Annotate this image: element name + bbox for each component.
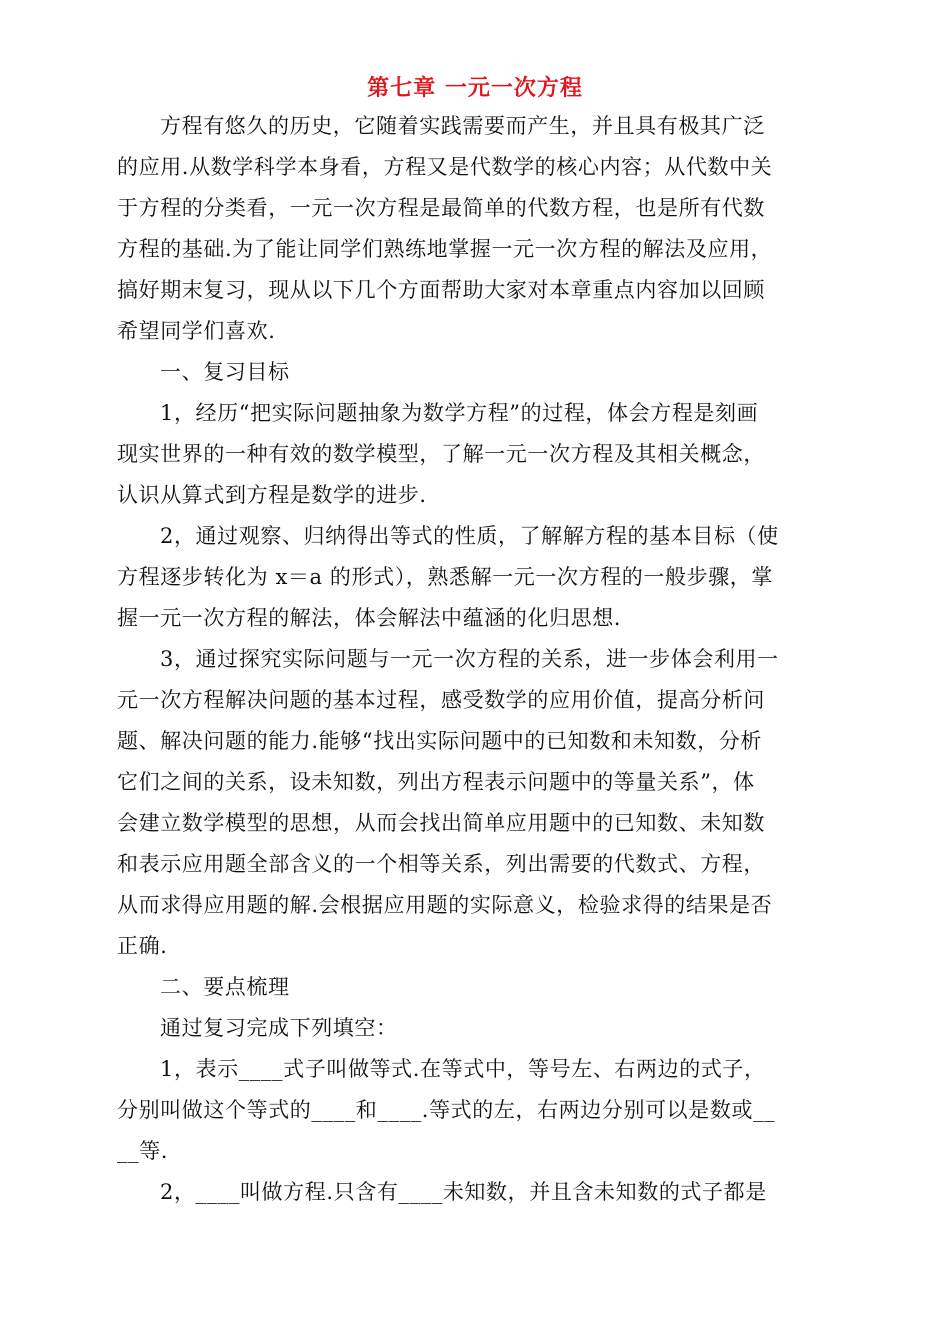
paragraph-line: __等. — [117, 1139, 169, 1163]
paragraph-line: 和表示应用题全部含义的一个相等关系，列出需要的代数式、方程， — [117, 852, 765, 876]
paragraph-line: 的应用.从数学科学本身看，方程又是代数学的核心内容；从代数中关 — [117, 155, 773, 179]
section-heading: 一、复习目标 — [160, 360, 290, 384]
paragraph-line: 方程的基础.为了能让同学们熟练地掌握一元一次方程的解法及应用， — [117, 237, 773, 261]
paragraph-line: 2，通过观察、归纳得出等式的性质，了解解方程的基本目标（使 — [160, 524, 779, 548]
paragraph-line: 元一次方程解决问题的基本过程，感受数学的应用价值，提高分析问 — [117, 688, 765, 712]
paragraph-line: 1，经历“把实际问题抽象为数学方程”的过程，体会方程是刻画 — [160, 401, 759, 425]
paragraph-line: 分别叫做这个等式的____和____.等式的左，右两边分别可以是数或__ — [117, 1098, 776, 1122]
paragraph-line: 从而求得应用题的解.会根据应用题的实际意义，检验求得的结果是否 — [117, 893, 773, 917]
paragraph-line: 它们之间的关系，设未知数，列出方程表示问题中的等量关系”，体 — [117, 770, 755, 794]
section-heading: 二、要点梳理 — [160, 975, 290, 999]
paragraph-line: 方程有悠久的历史，它随着实践需要而产生，并且具有极其广泛 — [160, 114, 765, 138]
chapter-title: 第七章 一元一次方程 — [367, 76, 583, 101]
paragraph-line: 握一元一次方程的解法，体会解法中蕴涵的化归思想. — [117, 606, 622, 630]
paragraph-line: 搞好期末复习，现从以下几个方面帮助大家对本章重点内容加以回顾 — [117, 278, 765, 302]
paragraph-line: 正确. — [117, 934, 168, 958]
paragraph-line: 于方程的分类看，一元一次方程是最简单的代数方程，也是所有代数 — [117, 196, 765, 220]
paragraph-line: 方程逐步转化为 x＝a 的形式），熟悉解一元一次方程的一般步骤，掌 — [117, 565, 774, 589]
paragraph-line: 会建立数学模型的思想，从而会找出简单应用题中的已知数、未知数 — [117, 811, 765, 835]
paragraph-line: 现实世界的一种有效的数学模型，了解一元一次方程及其相关概念， — [117, 442, 765, 466]
paragraph-line: 认识从算式到方程是数学的进步. — [117, 483, 427, 507]
paragraph-line: 希望同学们喜欢. — [117, 319, 276, 343]
paragraph-line: 题、解决问题的能力.能够“找出实际问题中的已知数和未知数，分析 — [117, 729, 763, 753]
paragraph-line: 通过复习完成下列填空： — [160, 1016, 398, 1040]
paragraph-line: 3，通过探究实际问题与一元一次方程的关系，进一步体会利用一 — [160, 647, 779, 671]
paragraph-line: 2，____叫做方程.只含有____未知数，并且含未知数的式子都是 — [160, 1180, 767, 1204]
paragraph-line: 1，表示____式子叫做等式.在等式中，等号左、右两边的式子， — [160, 1057, 766, 1081]
